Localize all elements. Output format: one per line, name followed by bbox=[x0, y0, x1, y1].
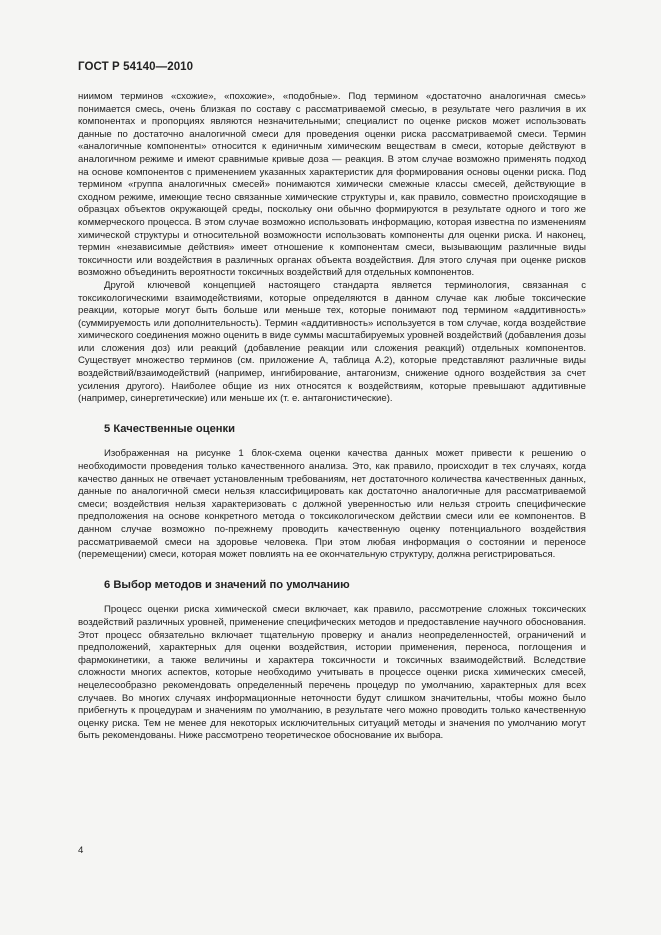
page-number: 4 bbox=[78, 845, 84, 856]
section-6-paragraph: Процесс оценки риска химической смеси включает, как правило, рассмотрение сложных токсических воздействий различных уровней, применение специфических методов и предоставление научного обоснования. Этот процесс обязательно включает тщательную проверку и анализ неопределенностей, ограничений и предположений, характерных для оценки воздействия, истории применения, переноса, поглощения и фармокинетики, а также величины и характера токсичности и токсичных взаимодействий. Вследствие сложности многих аспектов, которые необходимо учитывать в процессе оценки риска химических смесей, нецелесообразно рекомендовать определенный перечень процедур по умолчанию, характерных для всех случаев. Во многих случаях информационные неточности будут слишком значительны, чтобы можно было прибегнуть к процедурам и значениям по умолчанию, в результате чего можно проводить только качественную оценку риска. Тем не менее для некоторых исключительных ситуаций методы и значения по умолчанию могут быть рекомендованы. Ниже рассмотрено теоретическое обоснование их выбора. bbox=[78, 604, 586, 742]
document-body bbox=[78, 91, 586, 743]
section-6-title: 6 Выбор методов и значений по умолчанию bbox=[104, 578, 350, 591]
paragraph-terminology: Другой ключевой концепцией настоящего стандарта является терминология, связанная с токсикологическими взаимодействиями, которые определяются в данном случае как любые токсические реакции, которые могут быть больше или меньше тех, которые понимают под термином «аддитивность» (суммируемость или дополнительность). Термин «аддитивность» используется в том случае, когда воздействие химического соединения можно оценить в виде суммы масштабируемых уровней воздействий (добавления дозы или сложения доз) или реакций (добавление реакции или сложения реакций) отдельных компонентов. Существует множество терминов (см. приложение А, таблица А.2), которые представляют различные виды воздействий/взаимодействий (например, ингибирование, антагонизм, снижение одного воздействия за счет усиления другого). Наиболее общие из них относятся к воздействиям, которые превышают аддитивные (например, синергетические) или меньше их (т. е. антагонистические). bbox=[78, 279, 586, 405]
section-5-paragraph: Изображенная на рисунке 1 блок-схема оценки качества данных может привести к решению о необходимости проведения только качественного анализа. Это, как правило, происходит в тех случаях, когда качество данных не отвечает установленным требованиям, нет достаточного количества качественных данных, данные по аналогичной смеси нельзя классифицировать как достаточно аналогичные для рассматриваемой смеси; воздействия нельзя характеризовать с должной уверенностью или нельзя строить специфические предположения на основе конкретного метода о токсикологическом действии смеси или ее компонентов. В данном случае возможно по-прежнему проводить качественную оценку потенциального воздействия рассматриваемой смеси на здоровье человека. При этом любая информация о состоянии и переносе (перемещении) смеси, которая может повлиять на ее окончательную структуру, должна регистрироваться. bbox=[78, 448, 586, 561]
paragraph-terms: ниимом терминов «схожие», «похожие», «подобные». Под термином «достаточно аналогичная смесь» понимается смесь, очень близкая по составу с рассматриваемой смесью, в результате чего различия в их компонентах и пропорциях являются незначительными; специалист по оценке рисков может использовать данные по достаточно аналогичной смеси для проведения оценки риска рассматриваемой смеси. Термин «аналогичные компоненты» относится к единичным химическим веществам в смеси, которые действуют в аналогичном режиме и имеют сравнимые кривые доза — реакция. В этом случае возможно применять подход на основе компонентов с применением указанных характеристик для формирования основы оценки риска. Под термином «группа аналогичных смесей» понимаются химически смежные классы смесей, действующие в сходном режиме, имеющие тесно связанные химические структуры и, как правило, совместно происходящие в образцах объектов окружающей среды, поскольку они обычно формируются в результате одного и того же коммерческого процесса. В этом случае возможно использовать информацию, которая известна по изменениям химической структуры и относительной возможности использовать компоненты для оценки риска. И наконец, термин «независимые действия» имеет отношение к компонентам смеси, вызывающим различные виды токсичности или воздействия в различных органах объекта воздействия. Для этого случая при оценке рисков возможно объединить вероятности токсичных воздействий для отдельных компонентов. bbox=[78, 91, 586, 279]
document-header: ГОСТ Р 54140—2010 bbox=[78, 61, 194, 73]
section-5-title: 5 Качественные оценки bbox=[104, 422, 236, 435]
